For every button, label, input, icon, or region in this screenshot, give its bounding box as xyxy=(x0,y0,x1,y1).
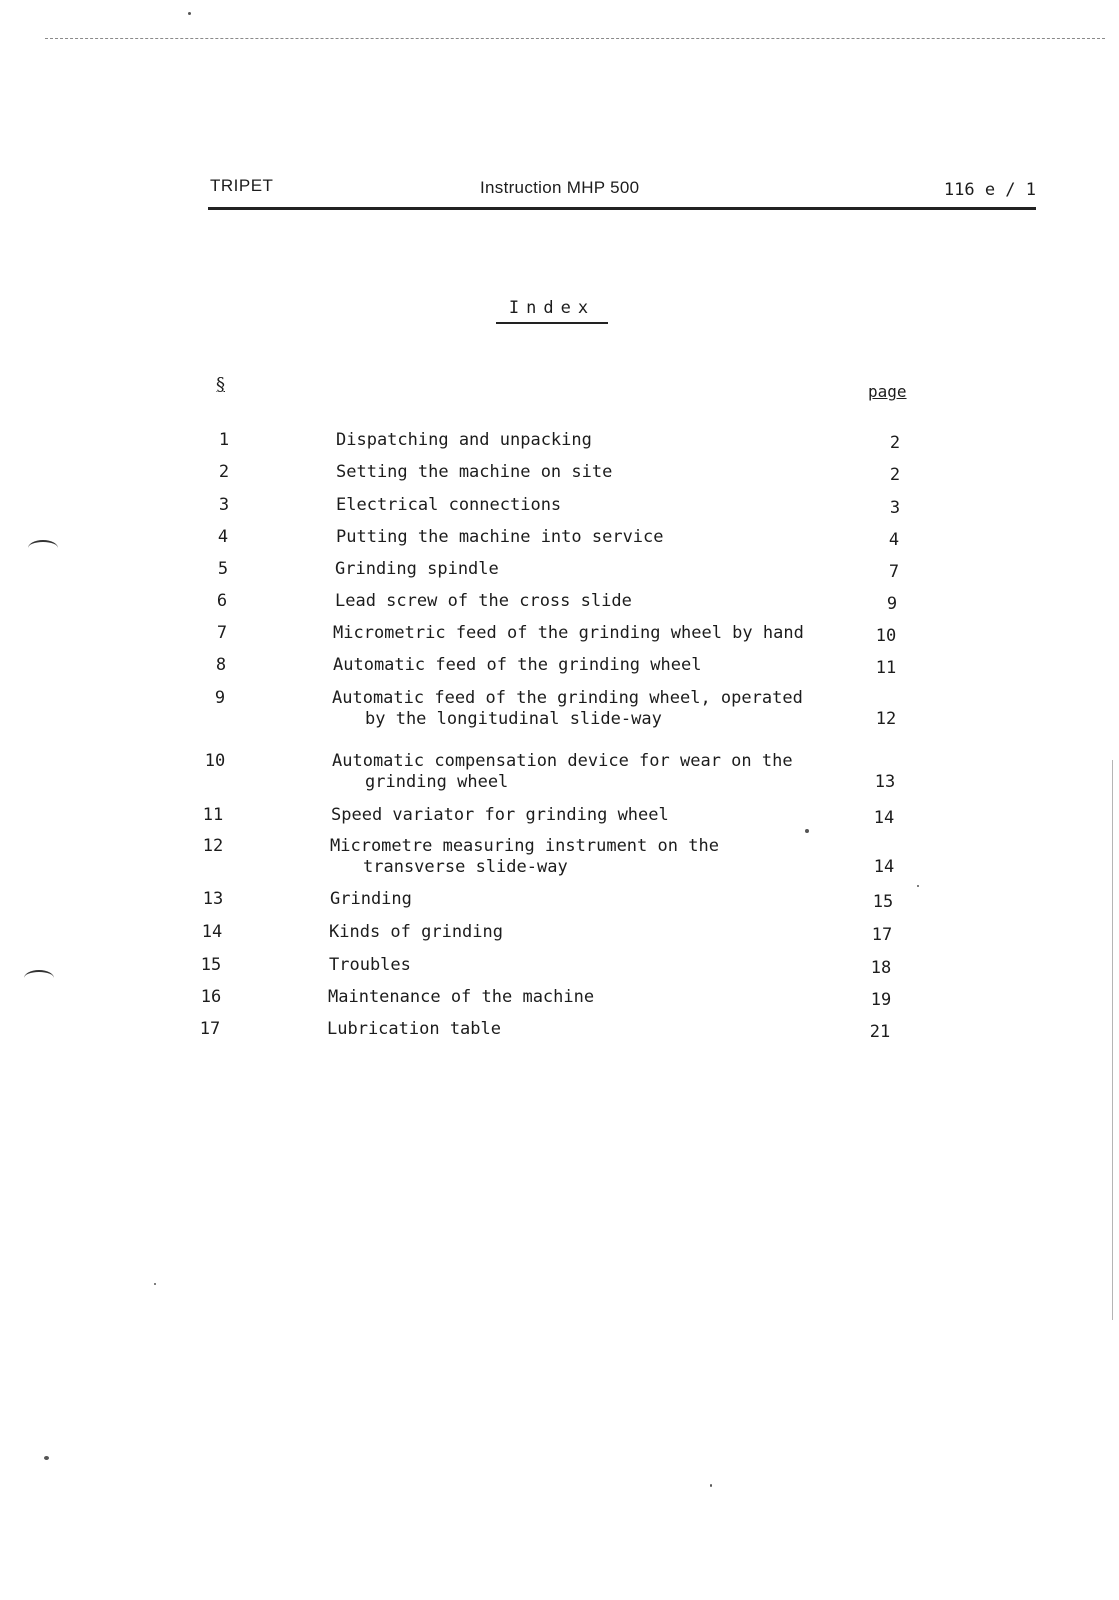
section-title xyxy=(327,1019,501,1040)
section-title xyxy=(335,559,499,580)
section-number: 11 xyxy=(202,805,224,825)
section-number: 15 xyxy=(200,955,222,975)
page-number: 12 xyxy=(875,709,897,729)
section-column-label: § xyxy=(216,374,225,395)
page-number: 18 xyxy=(870,958,892,978)
section-title xyxy=(331,805,669,826)
page-number: 21 xyxy=(869,1022,891,1042)
section-title-line: Electrical connections xyxy=(336,495,562,515)
section-number: 12 xyxy=(202,836,224,856)
section-title-line: Lead screw of the cross slide xyxy=(335,591,632,611)
section-number: 4 xyxy=(217,527,229,547)
page-number: 2 xyxy=(889,465,901,485)
page-number: 9 xyxy=(886,594,898,614)
section-number: 14 xyxy=(201,922,223,942)
section-number: 7 xyxy=(216,623,228,643)
section-number: 10 xyxy=(204,751,226,771)
page-number: 11 xyxy=(875,658,897,678)
section-title-line: Grinding xyxy=(330,889,412,909)
section-title xyxy=(330,889,412,910)
section-number: 3 xyxy=(218,495,230,515)
section-title xyxy=(335,591,632,612)
section-title-line: Maintenance of the machine xyxy=(328,987,595,1007)
section-title-continuation: transverse slide-way xyxy=(363,857,568,877)
section-title-line: Lubrication table xyxy=(327,1019,501,1039)
section-number: 9 xyxy=(214,688,226,708)
section-number: 6 xyxy=(216,591,228,611)
page-number: 19 xyxy=(870,990,892,1010)
page-number: 14 xyxy=(873,808,895,828)
section-title xyxy=(336,527,664,548)
section-number: 2 xyxy=(218,462,230,482)
page-column-label: page xyxy=(868,382,907,401)
page-number: 15 xyxy=(872,892,894,912)
page-number: 7 xyxy=(888,562,900,582)
section-title-continuation: by the longitudinal slide-way xyxy=(365,709,662,729)
section-title-line: Speed variator for grinding wheel xyxy=(331,805,669,825)
page-number: 2 xyxy=(889,433,901,453)
section-title xyxy=(329,922,503,943)
section-number: 1 xyxy=(218,430,230,450)
document-title: Instruction MHP 500 xyxy=(480,178,640,197)
section-title-line: Micrometric feed of the grinding wheel by hand xyxy=(333,623,804,643)
section-title xyxy=(333,623,804,644)
section-number: 5 xyxy=(217,559,229,579)
section-number: 16 xyxy=(200,987,222,1007)
page-number: 10 xyxy=(875,626,897,646)
page-number: 17 xyxy=(871,925,893,945)
section-title xyxy=(329,955,411,976)
section-number: 17 xyxy=(199,1019,221,1039)
section-title xyxy=(330,836,719,878)
section-title xyxy=(332,688,803,730)
index-heading: Index xyxy=(496,298,608,324)
section-title xyxy=(336,462,612,483)
section-title xyxy=(333,655,701,676)
section-title-line: Putting the machine into service xyxy=(336,527,664,547)
section-title xyxy=(336,495,561,516)
section-title-line: Grinding spindle xyxy=(335,559,499,579)
section-number: 8 xyxy=(215,655,227,675)
section-title-continuation: grinding wheel xyxy=(365,772,509,792)
company-name: TRIPET xyxy=(210,176,274,195)
section-title-line: Automatic feed of the grinding wheel xyxy=(333,655,702,675)
section-title-line: Automatic feed of the grinding wheel, operated xyxy=(332,688,803,708)
section-title xyxy=(336,430,592,451)
section-title-line: Micrometre measuring instrument on the xyxy=(330,836,719,856)
section-number: 13 xyxy=(202,889,224,909)
section-title-line: Dispatching and unpacking xyxy=(336,430,592,450)
section-title xyxy=(328,987,594,1008)
section-title-line: Troubles xyxy=(329,955,411,975)
section-title xyxy=(332,751,793,793)
page-number: 14 xyxy=(873,857,895,877)
section-title-line: Kinds of grinding xyxy=(329,922,503,942)
page-number: 13 xyxy=(874,772,896,792)
section-title-line: Automatic compensation device for wear on the xyxy=(332,751,793,771)
page-number: 4 xyxy=(888,530,900,550)
section-title-line: Setting the machine on site xyxy=(336,462,613,482)
page-reference: 116 e / 1 xyxy=(943,180,1036,200)
page-number: 3 xyxy=(889,498,901,518)
